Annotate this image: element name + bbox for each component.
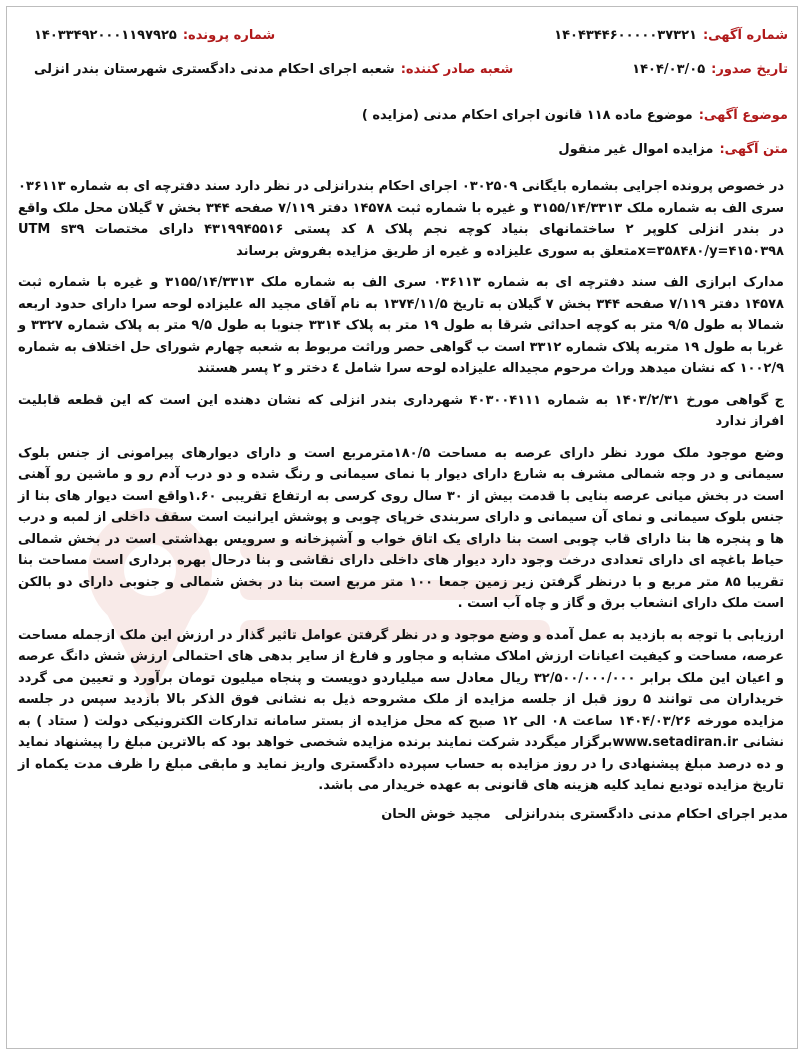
issuer-value: شعبه اجرای احکام مدنی دادگستری شهرستان بندر انزلی xyxy=(34,62,395,77)
issue-date-value: ۱۴۰۴/۰۳/۰۵ xyxy=(632,62,706,77)
signature-name: مجید خوش الحان xyxy=(381,806,491,822)
case-number-value: ۱۴۰۳۳۴۹۲۰۰۰۱۱۹۷۹۲۵ xyxy=(34,28,177,43)
ad-text-heading xyxy=(18,142,788,176)
paragraph-documents: مدارک ابرازی الف سند دفترچه ای به شماره ۰۳۶۱۱۳ سری الف به شماره ملک ۳۱۵۵/۱۴/۳۳۱۳ و غیره با شماره ثبت ۱۴۵۷۸ دفتر ۷/۱۱۹ صفحه ۳۴۴ بخش ۷ گیلان به تاریخ ۱۳۷۴/۱۱/۵ به نام آقای مجید اله علیزاده لوحه سرا دارای حدود اربعه شمالا به طول ۹/۵ متر به کوچه احداثی شرقا به طول ۱۹ متر به پلاک ۳۳۱۴ جنوبا به طول ۹/۵ متر به پلاک شماره ۳۳۲۷ و غربا به طول ۱۹ متربه پلاک شماره ۳۳۱۲ است ب گواهی حصر وراثت مربوط به شعبه چهارم شورای حل اختلاف به شماره ۱۰۰۲/۹ که نشان میدهد وراث مرحوم مجیداله علیزاده لوحه سرا شامل ٤ دختر و ۲ پسر هستند xyxy=(18,275,785,376)
paragraph-intro: در خصوص پرونده اجرایی بشماره بایگانی ۰۳۰۲۵۰۹ اجرای احکام بندرانزلی در نظر دارد سند دفترچه ای به شماره ۰۳۶۱۱۳ سری الف به شماره ملک ۳۱۵۵/۱۴/۳۳۱۳ و غیره با شماره ثبت ۱۴۵۷۸ دفتر ۷/۱۱۹ صفحه ۳۴۴ بخش ۷ گیلان محل ملک واقع در بندر انزلی کلوپر ۲ ساختمانهای بنیاد کوچه نجم پلاک ۸ کد پستی ۴۳۱۹۹۴۵۵۱۶ دارای مختصات UTM s۳۹ x=۳۵۸۴۸۰/y=۴۱۵۰۳۹۸متعلق به سوری علیزاده و غیره از طریق مزایده بفروش برساند xyxy=(18,179,785,259)
paragraph-valuation: ارزیابی با توجه به بازدید به عمل آمده و وضع موجود و در نظر گرفتن عوامل تاثیر گذار در ارزش این ملک ازجمله مساحت عرصه، مساحت و کیفیت اعیانات ارزش املاک مشابه و مجاور و فارغ از سایر بدهی های احتمالی ارزش شش دانگ عرصه و اعیان این ملک برابر ۳۲/۵۰۰/۰۰۰/۰۰۰ ریال معادل سه میلیاردو دویست و پنجاه میلیون تومان برآورد و تعیین می گردد خریداران می توانند ۵ روز قبل از جلسه مزایده از ملک مشروحه ذیل به نشانی فوق الذکر بالا بازدید سپس در جلسه مزایده مورخه ۱۴۰۴/۰۳/۲۶ ساعت ۰۸ الی ۱۲ صبح که محل مزایده از بستر سامانه تدارکات الکترونیکی دولت ( ستاد ) به نشانی www.setadiran.irبرگزار میگردد شرکت نمایند برنده مزایده شخصی خواهد بود که بالاترین مبلغ را پیشنهاد نماید و ده درصد مبلغ پیشنهادی را در روز مزایده به حساب سپرده دادگستری واریز نماید و مابقی مبلغ را ظرف مدت یکماه از تاریخ مزایده توديع نماید کلیه هزینه های قانونی به عهده خریدار می باشد. xyxy=(18,627,785,793)
header-row-2 xyxy=(18,62,788,96)
subject-label: موضوع آگهی: xyxy=(698,108,788,123)
paragraph-condition: وضع موجود ملک مورد نظر دارای عرصه به مساحت ۱۸۰/۵مترمربع است و دارای دیوارهای پیرامونی از جنس بلوک سیمانی و در وجه شمالی مشرف به شارع دارای دیوار با نمای سیمانی و رنگ شده و دو درب آدم رو و ماشین رو آهنی است در بخش میانی عرصه بنایی با قدمت بیش از ۳۰ سال روی کرسی به ارتفاع تقریبی ۱.۶۰واقع است دیوار های بنا از جنس بلوک سیمانی و نمای آن سیمانی و دارای سربندی خرپای چوبی و پوشش ایرانیت است سقف داخلی از لمبه و درب ها و پنجره ها بنا دارای قاب چوبی است بنا دارای یک اتاق خواب و آشپزخانه و سرویس بهداشتی است در بخش شمالی حیاط باغچه ای دارای تعدادی درخت وجود دارد دیوار های داخلی دارای نقاشی و بنا درحال بهره برداری است مساحت بنا تقریبا ۸۵ متر مربع و با درنظر گرفتن زیر زمین جمعا ۱۰۰ متر مربع است بنا در بخش شمالی و جنوبی دارای دو بالکن است ملک دارای انشعاب برق و گاز و چاه آب است . xyxy=(18,445,785,611)
ad-text-title: مزایده اموال غیر منقول xyxy=(558,142,714,157)
issuer-label: شعبه صادر کننده: xyxy=(400,62,514,77)
subject xyxy=(18,108,788,142)
signature-title: مدیر اجرای احکام مدنی دادگستری بندرانزلی xyxy=(504,806,788,822)
ad-number xyxy=(554,28,788,43)
notice-page xyxy=(18,28,788,822)
paragraph-certificate: ج گواهی مورخ ۱۴۰۳/۲/۳۱ به شماره ۴۰۳۰۰۴۱۱۱ شهرداری بندر انزلی که نشان دهنده این است که این قطعه قابلیت افراز ندارد xyxy=(18,392,784,429)
issue-date xyxy=(632,62,788,77)
subject-text: موضوع ماده ۱۱۸ قانون اجرای احکام مدنی (مزایده ) xyxy=(361,108,693,123)
issue-date-label: تاریخ صدور: xyxy=(711,62,788,77)
issuer xyxy=(34,62,513,77)
ad-number-value: ۱۴۰۴۳۴۴۶۰۰۰۰۰۳۷۳۲۱ xyxy=(554,28,697,43)
case-number-label: شماره پرونده: xyxy=(182,28,276,43)
ad-text-label: متن آگهی: xyxy=(719,142,788,157)
ad-number-label: شماره آگهی: xyxy=(702,28,788,43)
case-number xyxy=(34,28,275,43)
signature xyxy=(18,807,788,822)
header-row-1 xyxy=(18,28,788,62)
